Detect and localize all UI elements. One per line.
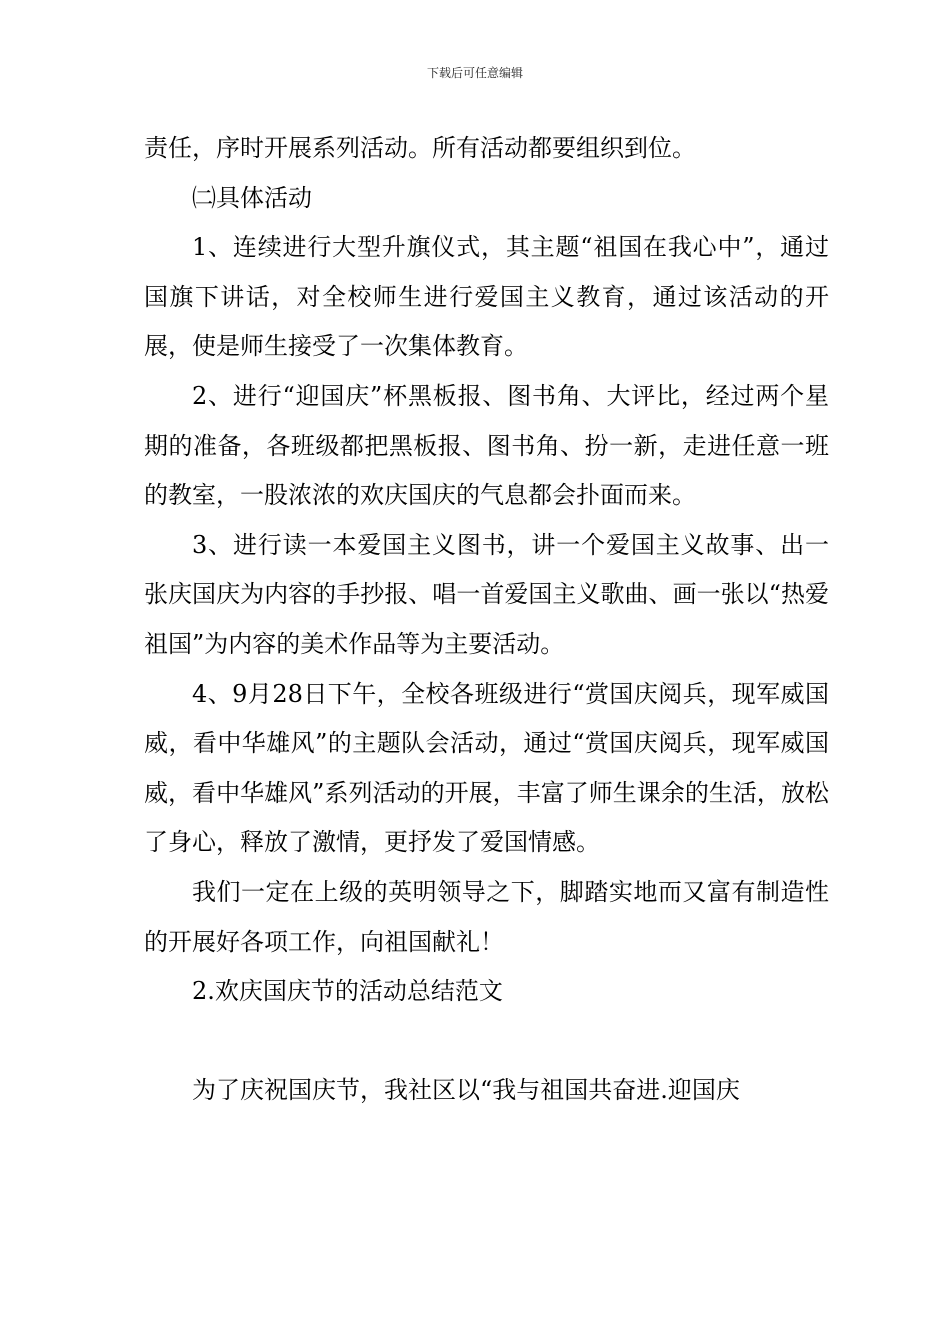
paragraph-intro: 为了庆祝国庆节，我社区以“我与祖国共奋进.迎国庆 xyxy=(192,1076,740,1105)
article-title: 2.欢庆国庆节的活动总结范文 xyxy=(192,977,503,1006)
blank-line xyxy=(144,1017,829,1067)
paragraph-activity-1: 1、连续进行大型升旗仪式，其主题“祖国在我心中”，通过国旗下讲话，对全校师生进行爱国主义教育，通过该活动的开展，使是师生接受了一次集体教育。 xyxy=(144,233,829,361)
section-heading: ㈡具体活动 xyxy=(192,183,312,212)
paragraph-activity-3: 3、进行读一本爱国主义图书，讲一个爱国主义故事、出一张庆国庆为内容的手抄报、唱一首爱国主义歌曲、画一张以“热爱祖国”为内容的美术作品等为主要活动。 xyxy=(144,530,829,658)
page-header: 下载后可任意编辑 xyxy=(426,66,523,80)
paragraph-activity-2: 2、进行“迎国庆”杯黑板报、图书角、大评比，经过两个星期的准备，各班级都把黑板报、图书角、扮一新，走进任意一班的教室，一股浓浓的欢庆国庆的气息都会扑面而来。 xyxy=(144,381,829,510)
paragraph-closing: 我们一定在上级的英明领导之下，脚踏实地而又富有制造性的开展好各项工作，向祖国献礼！ xyxy=(144,877,829,956)
paragraph-continuation: 责任，序时开展系列活动。所有活动都要组织到位。 xyxy=(144,134,696,162)
paragraph-activity-4: 4、9月28日下午，全校各班级进行“赏国庆阅兵，现军威国威，看中华雄风”的主题队会活动，通过“赏国庆阅兵，现军威国威，看中华雄风”系列活动的开展，丰富了师生课余的生活，放松了身心，释放了激情，更抒发了爱国情感。 xyxy=(144,679,829,857)
document-body xyxy=(144,124,829,1116)
